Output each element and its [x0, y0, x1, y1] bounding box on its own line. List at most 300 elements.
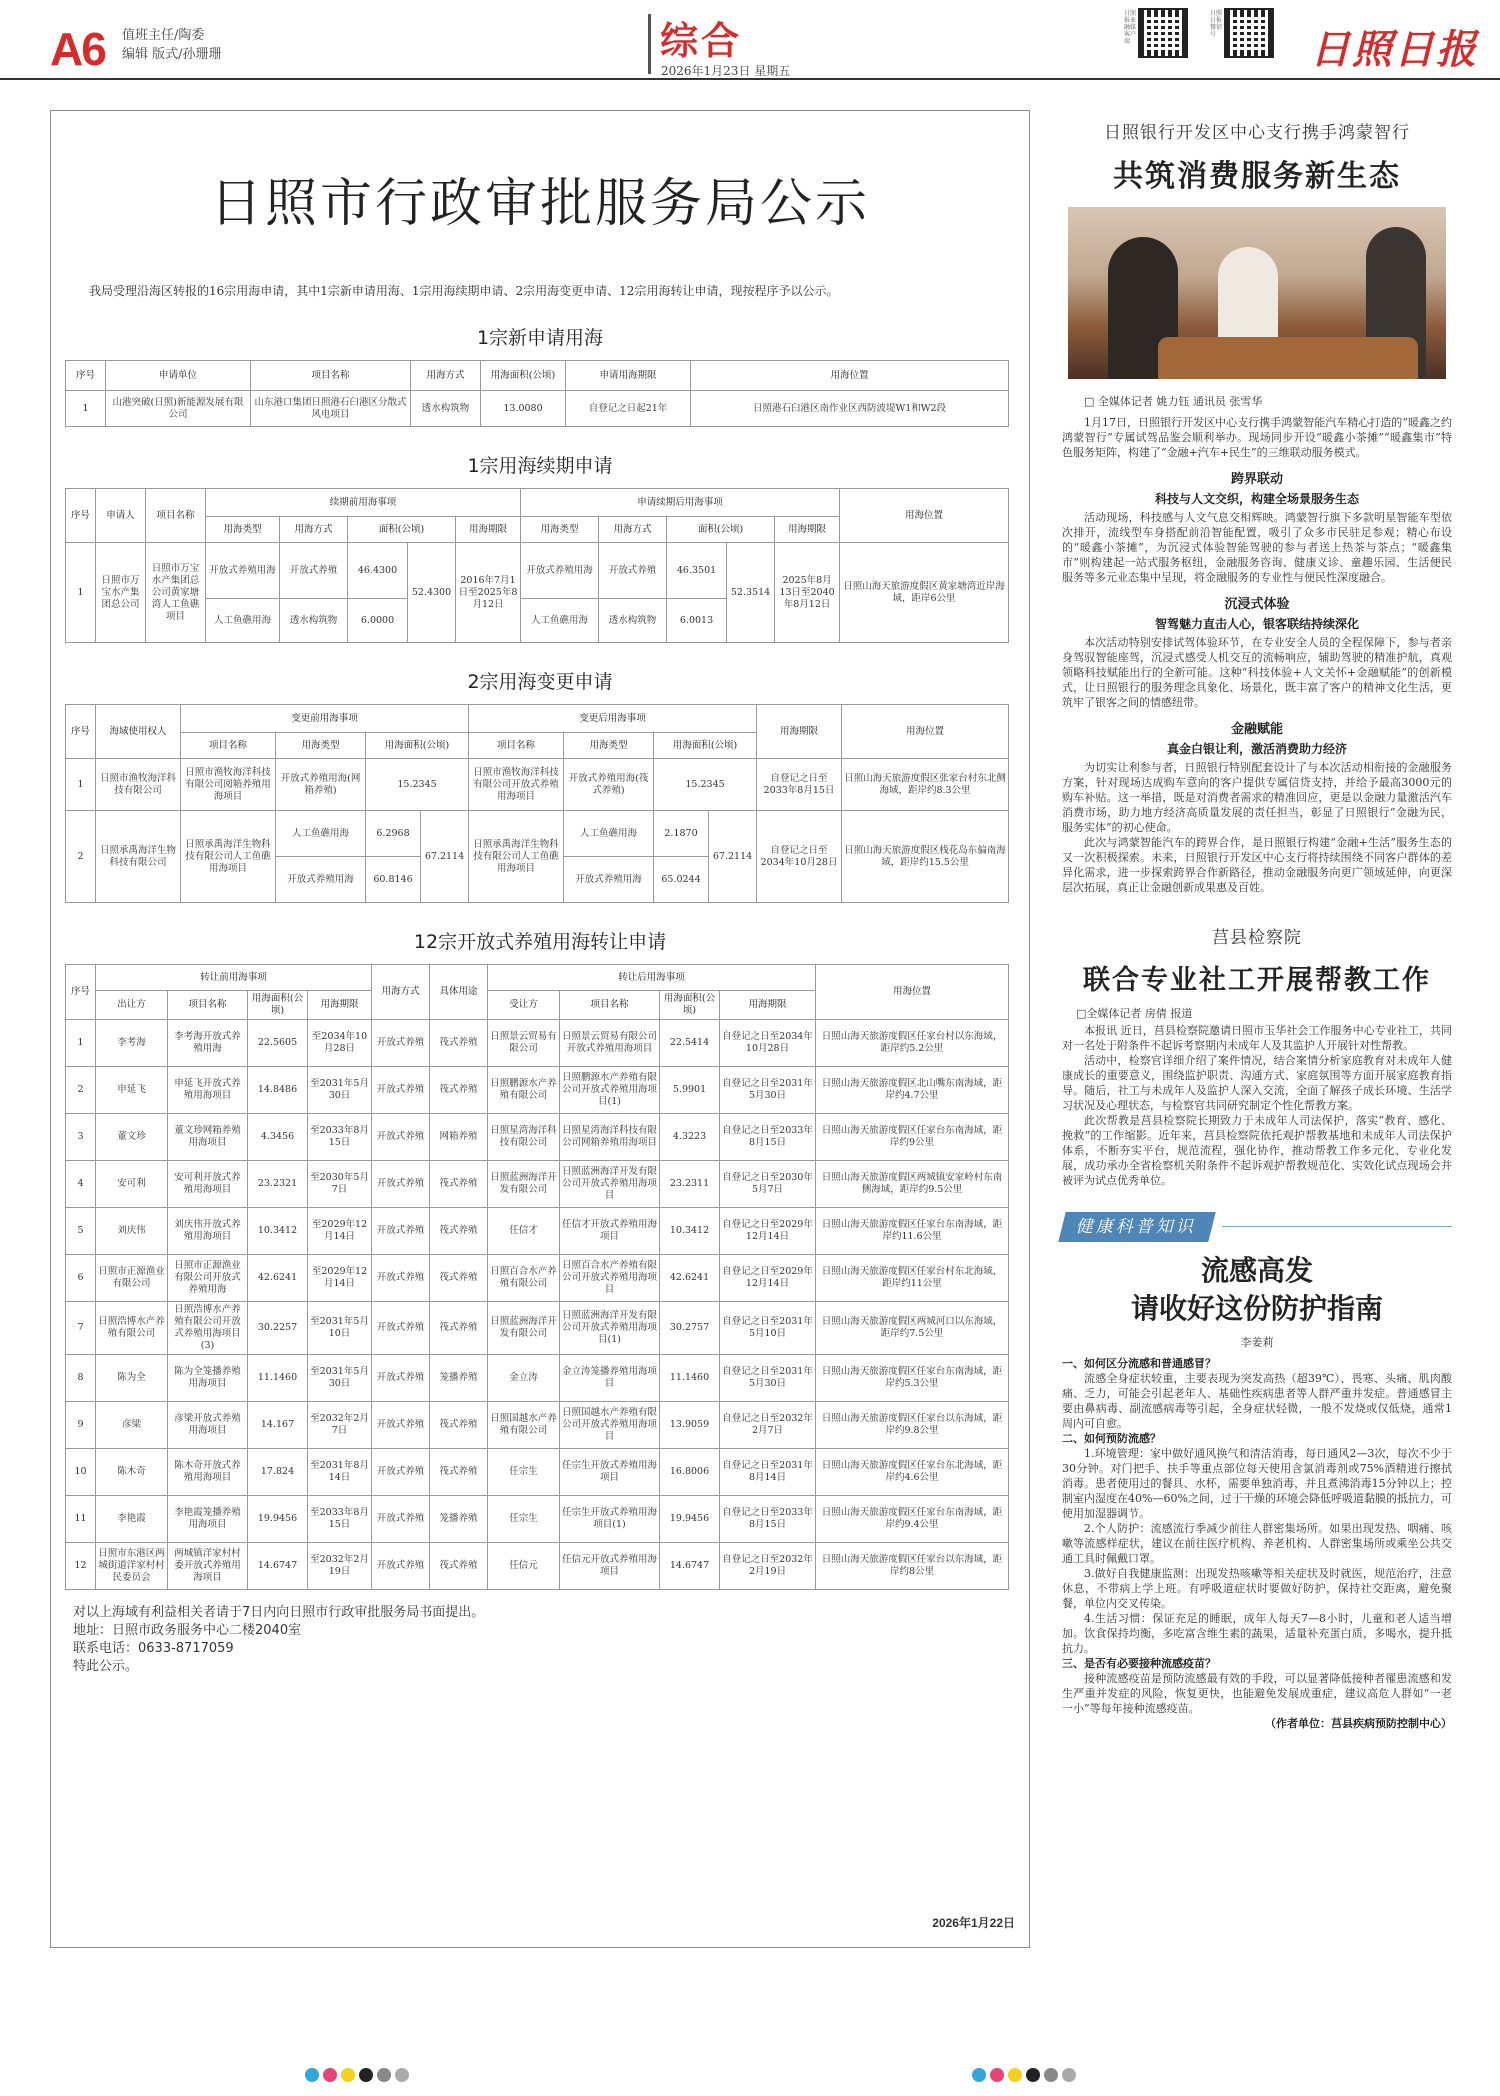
column-header: 用海面积(公顷)	[248, 991, 308, 1020]
table-cell: 开放式养殖	[372, 1302, 430, 1355]
new-application-table	[65, 360, 1009, 427]
table-cell: 开放式养殖	[372, 1402, 430, 1449]
column-header: 项目名称	[146, 489, 206, 543]
table-cell: 4.3456	[248, 1114, 308, 1161]
registration-dot	[1044, 2068, 1058, 2082]
page-header	[0, 0, 1500, 80]
column-header: 用海方式	[599, 517, 667, 543]
table-cell: 日照市正源渔业有限公司开放式养殖用海	[168, 1255, 248, 1302]
table-cell: 日照山海天旅游度假区任家台以东海域，距岸约8公里	[816, 1543, 1009, 1590]
table-cell: 日照百合水产养殖有限公司开放式养殖用海项目	[560, 1255, 660, 1302]
table-cell: 透水构筑物	[411, 391, 481, 427]
table-cell: 开放式养殖用海	[276, 857, 366, 903]
column-header: 面积(公顷)	[667, 517, 775, 543]
table-cell: 日照蓝洲海洋开发有限公司开放式养殖用海项目(1)	[560, 1302, 660, 1355]
column-header: 序号	[66, 705, 96, 759]
article-headline: 联合专业社工开展帮教工作	[1083, 965, 1431, 996]
table-cell: 开放式养殖用海	[206, 543, 280, 599]
table-cell: 申延飞	[96, 1067, 168, 1114]
table-cell: 30.2757	[660, 1302, 720, 1355]
registration-dot	[990, 2068, 1004, 2082]
table-cell: 11.1460	[248, 1355, 308, 1402]
column-header: 序号	[66, 361, 106, 391]
column-header: 用海面积(公顷)	[481, 361, 566, 391]
table-cell: 日照山海天旅游度假区张家台村东北侧海域，距岸约8.3公里	[842, 759, 1009, 811]
qr-code-icon[interactable]	[1224, 8, 1274, 58]
column-header: 用海位置	[840, 489, 1009, 543]
table-cell: 任信才开放式养殖用海项目	[560, 1208, 660, 1255]
question-heading: 二、如何预防流感？	[1062, 1432, 1161, 1445]
table-cell: 16.8006	[660, 1449, 720, 1496]
table-cell: 至2032年2月19日	[308, 1543, 372, 1590]
modification-table	[65, 704, 1009, 903]
column-header: 用海类型	[521, 517, 599, 543]
table-cell: 日照承禹海洋生物科技有限公司人工鱼礁用海项目	[469, 811, 564, 903]
table-cell: 刘庆伟	[96, 1208, 168, 1255]
column-header: 用海方式	[411, 361, 481, 391]
table-cell: 日照承禹海洋生物科技有限公司人工鱼礁用海项目	[181, 811, 276, 903]
table-cell: 日照市渔牧海洋科技有限公司阅箱养殖用海项目	[181, 759, 276, 811]
table-cell: 自登记之日至2031年5月10日	[720, 1302, 816, 1355]
table-cell: 46.3501	[667, 543, 727, 599]
table-cell: 日照港石臼港区南作业区西防波堤W1和W2段	[691, 391, 1009, 427]
table-cell: 23.2311	[660, 1161, 720, 1208]
table-cell: 自登记之日至2033年8月15日	[757, 759, 842, 811]
table-cell: 日照山海天旅游度假区任家台村以东海域，距岸约5.2公里	[816, 1020, 1009, 1067]
table-cell: 22.5605	[248, 1020, 308, 1067]
table-cell: 10	[66, 1449, 96, 1496]
table-cell: 日照山海天旅游度假区任家台村东北海域，距岸约11公里	[816, 1255, 1009, 1302]
table-cell: 至2033年8月15日	[308, 1496, 372, 1543]
table-cell: 日照鹏源水产养殖有限公司开放式养殖用海项目(1)	[560, 1067, 660, 1114]
renewal-table	[65, 488, 1009, 643]
table-cell: 42.6241	[660, 1255, 720, 1302]
paragraph: 3.做好自我健康监测：出现发热咳嗽等相关症状及时就医，规范治疗，注意休息，不带病上学上班。有呼吸道症状时要做好防护，保持社交距离，避免聚餐，单位内交叉传染。	[1062, 1567, 1452, 1610]
subheading: 真金白银让利，激活消费助力经济	[1166, 742, 1347, 756]
table-cell: 陈为全笼播养殖用海项目	[168, 1355, 248, 1402]
column-header: 用海类型	[276, 733, 366, 759]
table-cell: 日照浩博水产养殖有限公司	[96, 1302, 168, 1355]
table-cell: 42.6241	[248, 1255, 308, 1302]
table-cell: 人工鱼礁用海	[521, 599, 599, 643]
table-cell: 李艳霞	[96, 1496, 168, 1543]
table-cell: 董文珍网箱养殖用海项目	[168, 1114, 248, 1161]
table-cell: 李考海	[96, 1020, 168, 1067]
table-row	[66, 1355, 1009, 1402]
table-cell: 6.2968	[366, 811, 421, 857]
table-cell: 日照市万宝水产集团总公司黄家塘湾人工鱼礁项目	[146, 543, 206, 643]
table-cell: 开放式养殖	[372, 1543, 430, 1590]
table-cell: 山港突破(日照)新能源发展有限公司	[106, 391, 251, 427]
paragraph: 活动中，检察官详细介绍了案件情况，结合案情分析家庭教育对未成年人健康成长的重要意义，围绕监护职责、沟通方式、家庭氛围等方面开展家庭教育指导。随后，社工与未成年人及监护人深入交流，全面了解孩子成长环境、生活学习状况及心理状态，与检察官共同研究制定个性化帮教方案。	[1062, 1054, 1452, 1112]
health-banner	[1062, 1212, 1452, 1242]
issue-date: 2026年1月23日 星期五	[661, 64, 791, 78]
table-cell: 日照市渔牧海洋科技有限公司开放式养殖用海项目	[469, 759, 564, 811]
event-photo	[1068, 207, 1446, 379]
registration-dot	[1026, 2068, 1040, 2082]
table-cell: 10.3412	[660, 1208, 720, 1255]
table-cell: 日照山海天旅游度假区两城河口以东海域，距岸约7.5公里	[816, 1302, 1009, 1355]
table-cell: 陈为全	[96, 1355, 168, 1402]
article-headline: 共筑消费服务新生态	[1113, 159, 1401, 194]
table-row	[66, 1114, 1009, 1161]
table-row	[66, 1402, 1009, 1449]
article-headline: 请收好这份防护指南	[1130, 1292, 1383, 1325]
paragraph: 1.环境管理：家中做好通风换气和清洁消毒，每日通风2—3次，每次不少于30分钟。对门把手、扶手等重点部位每天使用含氯消毒剂或75%酒精进行擦拭消毒。患者使用过的餐具、水杯，需要单独消毒，并且煮沸消毒15分钟以上；控制室内湿度在40%—60%之间，过于干燥的环境会降低呼吸道黏膜的抵抗力，可使用加湿器调节。	[1062, 1447, 1452, 1520]
divider	[648, 14, 651, 74]
registration-dot	[359, 2068, 373, 2082]
table-cell: 日照景云贸易有限公司	[488, 1020, 560, 1067]
table-cell: 开放式养殖	[599, 543, 667, 599]
table-cell: 筏式养殖	[430, 1255, 488, 1302]
registration-dot	[305, 2068, 319, 2082]
notice-title: 日照市行政审批服务局公示	[209, 174, 870, 234]
editor-line: 编辑 版式/孙珊珊	[122, 47, 222, 62]
table-cell: 14.6747	[660, 1543, 720, 1590]
table-cell: 开放式养殖	[372, 1208, 430, 1255]
table-cell: 5.9901	[660, 1067, 720, 1114]
table-row	[66, 1449, 1009, 1496]
column-header: 项目名称	[469, 733, 564, 759]
column-header: 项目名称	[181, 733, 276, 759]
table-cell: 日照市万宝水产集团总公司	[96, 543, 146, 643]
table-cell: 开放式养殖	[372, 1020, 430, 1067]
table-cell: 1	[66, 759, 96, 811]
registration-dot	[377, 2068, 391, 2082]
table-row	[66, 1496, 1009, 1543]
table-cell: 日照山海天旅游度假区任家台东南海域，距岸约9公里	[816, 1114, 1009, 1161]
table-cell: 笼播养殖	[430, 1355, 488, 1402]
column-header: 面积(公顷)	[348, 517, 456, 543]
table-cell: 2025年8月13日至2040年8月12日	[775, 543, 840, 643]
column-header: 出让方	[96, 991, 168, 1020]
table-cell: 自登记之日至2030年5月7日	[720, 1161, 816, 1208]
subheading: 沉浸式体验	[1224, 597, 1290, 612]
table-cell: 自登记之日至2033年8月15日	[720, 1114, 816, 1161]
column-header: 转让前用海事项	[96, 965, 372, 991]
column-header: 用海期限	[775, 517, 840, 543]
table-cell: 11.1460	[660, 1355, 720, 1402]
table-cell: 彦梁	[96, 1402, 168, 1449]
table-cell: 任宗生开放式养殖用海项目(1)	[560, 1496, 660, 1543]
table-cell: 至2034年10月28日	[308, 1020, 372, 1067]
table-cell: 开放式养殖用海(网箱养殖)	[276, 759, 366, 811]
paragraph: 为切实让利参与者，日照银行特别配套设计了与本次活动相衔接的金融服务方案，针对现场达成购车意向的客户提供专属信贷支持，并给予最高3000元的购车补贴。这一举措，既是对消费者需求的精准回应，更是以金融力量激活汽车消费市场，助力地方经济高质量发展的责任担当，彰显了日照银行“金融为民，服务实体”的初心使命。	[1062, 761, 1452, 834]
column-header: 海域使用权人	[96, 705, 181, 759]
column-header: 具体用途	[430, 965, 488, 1020]
footer-line: 联系电话：0633-8717059	[73, 1641, 234, 1656]
table-cell: 46.4300	[348, 543, 408, 599]
table-cell: 开放式养殖	[372, 1449, 430, 1496]
table-cell: 开放式养殖用海	[521, 543, 599, 599]
table-cell: 60.8146	[366, 857, 421, 903]
table-cell: 开放式养殖	[372, 1355, 430, 1402]
table-cell: 4	[66, 1161, 96, 1208]
table-cell: 65.0244	[654, 857, 709, 903]
table-cell: 自登记之日至2032年2月19日	[720, 1543, 816, 1590]
table-cell: 刘庆伟开放式养殖用海项目	[168, 1208, 248, 1255]
table-cell: 日照百合水产养殖有限公司	[488, 1255, 560, 1302]
table-cell: 14.167	[248, 1402, 308, 1449]
column-header: 申请续期后用海事项	[521, 489, 840, 517]
column-header: 申请人	[96, 489, 146, 543]
table-cell: 李艳霞笼播养殖用海项目	[168, 1496, 248, 1543]
table-cell: 15.2345	[654, 759, 757, 811]
author: 李姜莉	[1240, 1336, 1274, 1349]
table-cell: 自登记之日至2031年5月30日	[720, 1067, 816, 1114]
paragraph: 接种流感疫苗是预防流感最有效的手段，可以显著降低接种者罹患流感和发生严重并发症的风险，恢复更快，也能避免发展成重症，建议高危人群如“一老一小”等每年接种流感疫苗。	[1062, 1672, 1452, 1715]
table-cell: 开放式养殖	[372, 1161, 430, 1208]
table-cell: 5	[66, 1208, 96, 1255]
table-title: 12宗开放式养殖用海转让申请	[413, 931, 667, 953]
table-cell: 筏式养殖	[430, 1543, 488, 1590]
table-cell: 日照蓝洲海洋开发有限公司	[488, 1302, 560, 1355]
table-cell: 陈木奇	[96, 1449, 168, 1496]
column-header: 用海位置	[816, 965, 1009, 1020]
column-header: 用海位置	[842, 705, 1009, 759]
table-cell: 金立涛笼播养殖用海项目	[560, 1355, 660, 1402]
table-cell: 开放式养殖	[372, 1255, 430, 1302]
table-cell: 至2031年5月30日	[308, 1067, 372, 1114]
table-title: 1宗用海续期申请	[467, 455, 613, 477]
table-cell: 6.0000	[348, 599, 408, 643]
table-cell: 日照山海天旅游度假区任家台东南海域，距岸约5.3公里	[816, 1355, 1009, 1402]
table-cell: 安可利	[96, 1161, 168, 1208]
paragraph: 活动现场，科技感与人文气息交相辉映。鸿蒙智行旗下多款明星智能车型依次排开，流线型车身搭配前沿智能配置，吸引了众多市民驻足参观；精心布设的“暖鑫小茶摊”，为沉浸式体验智能驾驶的参与者送上热茶与茶点；“暖鑫集市”则构建起一站式服务枢纽，金融服务咨询、健康义诊、童趣乐园、生活便民服务等多元业态集中呈现，将金融服务的专业性与便民性深度融合。	[1062, 511, 1452, 584]
table-cell: 3	[66, 1114, 96, 1161]
table-cell: 日照市东港区两城街道洋家村村民委员会	[96, 1543, 168, 1590]
transfer-table	[65, 964, 1009, 1590]
column-header: 序号	[66, 965, 96, 1020]
byline: □全媒体记者 房倩 报道	[1076, 1007, 1193, 1020]
table-cell: 日照山海天旅游度假区任家台东北海域，距岸约4.6公里	[816, 1449, 1009, 1496]
table-cell: 17.824	[248, 1449, 308, 1496]
table-cell: 4.3223	[660, 1114, 720, 1161]
column-header: 变更后用海事项	[469, 705, 757, 733]
table-cell: 筏式养殖	[430, 1208, 488, 1255]
table-cell: 2016年7月1日至2025年8月12日	[456, 543, 521, 643]
table-cell: 自登记之日至2034年10月28日	[720, 1020, 816, 1067]
table-cell: 董文珍	[96, 1114, 168, 1161]
byline: □ 全媒体记者 姚力钰 通讯员 张雪华	[1084, 395, 1263, 408]
table-cell: 陈木奇开放式养殖用海项目	[168, 1449, 248, 1496]
table-cell: 2	[66, 811, 96, 903]
table-cell: 日照蓝洲海洋开发有限公司	[488, 1161, 560, 1208]
table-cell: 30.2257	[248, 1302, 308, 1355]
table-cell: 日照山海天旅游度假区任家台东南海域，距岸约9.4公里	[816, 1496, 1009, 1543]
registration-dot	[395, 2068, 409, 2082]
table-cell: 6	[66, 1255, 96, 1302]
table-cell: 日照星湾海洋科技有限公司	[488, 1114, 560, 1161]
table-cell: 日照山海天旅游度假区任家台以东海域，距岸约9.8公里	[816, 1402, 1009, 1449]
footer-line: 地址：日照市政务服务中心二楼2040室	[73, 1623, 302, 1638]
column-header: 用海面积(公顷)	[366, 733, 469, 759]
table-cell: 任宗生	[488, 1496, 560, 1543]
table-cell: 日照山海天旅游度假区任家台东南海域，距岸约11.6公里	[816, 1208, 1009, 1255]
column-header: 用海方式	[372, 965, 430, 1020]
table-cell: 19.9456	[248, 1496, 308, 1543]
paragraph: 流感全身症状较重，主要表现为突发高热（超39℃）、畏寒、头痛、肌肉酸痛、乏力，可能会引起老年人、基础性疾病患者等人群严重并发症。普通感冒主要由鼻病毒、副流感病毒等引起，全身症状轻微，一般不发烧或仅低烧，通常1周内可自愈。	[1062, 1372, 1452, 1430]
table-cell: 开放式养殖	[372, 1114, 430, 1161]
registration-dot	[1008, 2068, 1022, 2082]
table-cell: 日照国越水产养殖有限公司	[488, 1402, 560, 1449]
table-cell: 13.0080	[481, 391, 566, 427]
table-cell: 人工鱼礁用海	[564, 811, 654, 857]
table-cell: 日照蓝洲海洋开发有限公司开放式养殖用海项目	[560, 1161, 660, 1208]
table-cell: 山东港口集团日照港石臼港区分散式风电项目	[251, 391, 411, 427]
table-cell: 52.3514	[727, 543, 775, 643]
column-header: 用海期限	[720, 991, 816, 1020]
table-cell: 12	[66, 1543, 96, 1590]
editor-line: 值班主任/陶委	[122, 28, 205, 43]
table-cell: 开放式养殖用海	[564, 857, 654, 903]
table-cell: 至2031年8月14日	[308, 1449, 372, 1496]
qr-caption: 日照日报微信号	[1210, 10, 1223, 38]
table-cell: 14.8486	[248, 1067, 308, 1114]
registration-dot	[323, 2068, 337, 2082]
page-number: A6	[50, 23, 105, 75]
column-header: 用海期限	[757, 705, 842, 759]
public-notice	[50, 110, 1030, 1948]
table-cell: 自登记之日起21年	[566, 391, 691, 427]
table-cell: 开放式养殖	[372, 1067, 430, 1114]
table-cell: 日照浩博水产养殖有限公司开放式养殖用海项目(3)	[168, 1302, 248, 1355]
table-cell: 52.4300	[408, 543, 456, 643]
column-header: 项目名称	[560, 991, 660, 1020]
paragraph: 4.生活习惯：保证充足的睡眠，成年人每天7—8小时，儿童和老人适当增加。饮食保持均衡，多吃富含维生素的蔬果，适量补充蛋白质，多喝水，提升抵抗力。	[1062, 1612, 1452, 1655]
table-cell: 任宗生	[488, 1449, 560, 1496]
table-row	[66, 1208, 1009, 1255]
table-cell: 8	[66, 1355, 96, 1402]
table-cell: 日照山海天旅游度假区栈花岛东偏南海域，距岸约15.5公里	[842, 811, 1009, 903]
table-cell: 1	[66, 543, 96, 643]
column-header: 用海面积(公顷)	[660, 991, 720, 1020]
table-cell: 至2029年12月14日	[308, 1255, 372, 1302]
table-row	[66, 1543, 1009, 1590]
column-header: 转让后用海事项	[488, 965, 816, 991]
table-cell: 网箱养殖	[430, 1114, 488, 1161]
column-header: 用海期限	[308, 991, 372, 1020]
table-cell: 自登记之日至2029年12月14日	[720, 1255, 816, 1302]
table-cell: 开放式养殖	[280, 543, 348, 599]
column-header: 用海期限	[456, 517, 521, 543]
table-cell: 金立涛	[488, 1355, 560, 1402]
table-cell: 67.2114	[421, 811, 469, 903]
table-cell: 自登记之日至2031年5月30日	[720, 1355, 816, 1402]
color-registration-marks	[305, 2068, 409, 2082]
notice-date: 2026年1月22日	[932, 1916, 1015, 1930]
newspaper-logo: 日照日报	[1310, 26, 1478, 73]
footer-line: 对以上海域有利益相关者请于7日内向日照市行政审批服务局书面提出。	[73, 1605, 485, 1620]
column-header: 用海位置	[691, 361, 1009, 391]
table-cell: 任信元	[488, 1543, 560, 1590]
subheading: 金融赋能	[1230, 722, 1283, 737]
table-cell: 13.9059	[660, 1402, 720, 1449]
table-cell: 筏式养殖	[430, 1449, 488, 1496]
paragraph: 2.个人防护：流感流行季减少前往人群密集场所。如果出现发热、咽痛、咳嗽等流感样症状，建议在前往医疗机构、养老机构、人群密集场所或乘坐公共交通工具时佩戴口罩。	[1062, 1522, 1452, 1565]
table-cell: 两城镇洋家村村委开放式养殖用海项目	[168, 1543, 248, 1590]
table-cell: 日照市正源渔业有限公司	[96, 1255, 168, 1302]
table-cell: 至2029年12月14日	[308, 1208, 372, 1255]
registration-dot	[1062, 2068, 1076, 2082]
table-cell: 日照山海天旅游度假区两城镇安家岭村东南侧海域，距岸约9.5公里	[816, 1161, 1009, 1208]
health-tag: 健康科普知识	[1058, 1212, 1215, 1242]
table-cell: 日照鹏源水产养殖有限公司	[488, 1067, 560, 1114]
table-cell: 筏式养殖	[430, 1161, 488, 1208]
column-header: 续期前用海事项	[206, 489, 521, 517]
column-header: 用海类型	[564, 733, 654, 759]
table-cell: 李考海开放式养殖用海	[168, 1020, 248, 1067]
table-cell: 透水构筑物	[599, 599, 667, 643]
footer-line: 特此公示。	[73, 1659, 139, 1674]
table-cell: 67.2114	[709, 811, 757, 903]
table-cell: 10.3412	[248, 1208, 308, 1255]
question-heading: 一、如何区分流感和普通感冒？	[1062, 1357, 1216, 1370]
table-cell: 人工鱼礁用海	[206, 599, 280, 643]
table-cell: 日照山海天旅游度假区北山嘴东南海域，距岸约4.7公里	[816, 1067, 1009, 1114]
paragraph: 此次与鸿蒙智能汽车的跨界合作，是日照银行构建“金融+生活”服务生态的又一次积极探索。未来，日照银行开发区中心支行将持续围绕不同客户群体的差异化需求，进一步探索跨界合作新路径，推动金融服务向更广领域延伸，向更深层次拓展，真正让金融创新成果惠及百姓。	[1062, 836, 1452, 894]
editor-credits	[122, 26, 222, 64]
table-cell: 14.6747	[248, 1543, 308, 1590]
table-cell: 透水构筑物	[280, 599, 348, 643]
column-header: 项目名称	[251, 361, 411, 391]
subheading: 跨界联动	[1230, 472, 1283, 487]
registration-dot	[972, 2068, 986, 2082]
column-header: 用海方式	[280, 517, 348, 543]
table-cell: 日照景云贸易有限公司开放式养殖用海项目	[560, 1020, 660, 1067]
table-cell: 2	[66, 1067, 96, 1114]
table-cell: 9	[66, 1402, 96, 1449]
table-cell: 11	[66, 1496, 96, 1543]
table-cell: 任信才	[488, 1208, 560, 1255]
table-cell: 自登记之日至2031年8月14日	[720, 1449, 816, 1496]
right-column	[1062, 118, 1452, 1731]
table-cell: 笼播养殖	[430, 1496, 488, 1543]
article-headline: 流感高发	[1200, 1254, 1313, 1287]
question-heading: 三、是否有必要接种流感疫苗？	[1062, 1657, 1216, 1670]
column-header: 用海面积(公顷)	[654, 733, 757, 759]
article-kicker: 日照银行开发区中心支行携手鸿蒙智行	[1104, 123, 1410, 143]
table-cell: 日照国越水产养殖有限公司开放式养殖用海项目	[560, 1402, 660, 1449]
qr-code-icon[interactable]	[1138, 8, 1188, 58]
table-cell: 19.9456	[660, 1496, 720, 1543]
notice-footer	[73, 1604, 1029, 1676]
table-cell: 日照山海天旅游度假区黄家塘湾近岸海域，距岸6公里	[840, 543, 1009, 643]
table-cell: 开放式养殖	[372, 1496, 430, 1543]
table-cell: 人工鱼礁用海	[276, 811, 366, 857]
table-cell: 申延飞开放式养殖用海项目	[168, 1067, 248, 1114]
paragraph: 1月17日，日照银行开发区中心支行携手鸿蒙智能汽车精心打造的“暖鑫之约 鸿蒙智行”专属试驾品鉴会顺利举办。现场同步开设“暖鑫小茶摊”“暖鑫集市”特色服务矩阵，构建了“金融+汽车+民生”的三维联动服务模式。	[1062, 416, 1452, 459]
column-header: 受让方	[488, 991, 560, 1020]
section-title: 综合	[660, 19, 743, 63]
column-header: 用海类型	[206, 517, 280, 543]
table-cell: 至2031年5月30日	[308, 1355, 372, 1402]
column-header: 变更前用海事项	[181, 705, 469, 733]
table-cell: 23.2321	[248, 1161, 308, 1208]
table-cell: 日照承禹海洋生物科技有限公司	[96, 811, 181, 903]
paragraph: 本报讯 近日，莒县检察院邀请日照市玉华社会工作服务中心专业社工，共同对一名处于附条件不起诉考察期内未成年人及其监护人开展针对性帮教。	[1062, 1024, 1452, 1052]
table-row	[66, 391, 1009, 427]
table-cell: 日照市渔牧海洋科技有限公司	[96, 759, 181, 811]
table-cell: 筏式养殖	[430, 1067, 488, 1114]
author-unit: （作者单位：莒县疾病预防控制中心）	[1265, 1717, 1452, 1730]
paragraph: 本次活动特别安排试驾体验环节，在专业安全人员的全程保障下，参与者亲身驾驭智能座驾，沉浸式感受人机交互的流畅响应，辅助驾驶的精准护航，真观领略科技赋能出行的全新可能。这种“科技体验+人文关怀+金融赋能”的创新模式，让日照银行的服务理念具象化、场景化，既丰富了客户的精神文化生活，更筑牢了银客之间的情感纽带。	[1062, 636, 1452, 709]
table-cell: 2.1870	[654, 811, 709, 857]
table-row	[66, 1302, 1009, 1355]
table-cell: 22.5414	[660, 1020, 720, 1067]
table-cell: 6.0013	[667, 599, 727, 643]
table-cell: 彦梁开放式养殖用海项目	[168, 1402, 248, 1449]
